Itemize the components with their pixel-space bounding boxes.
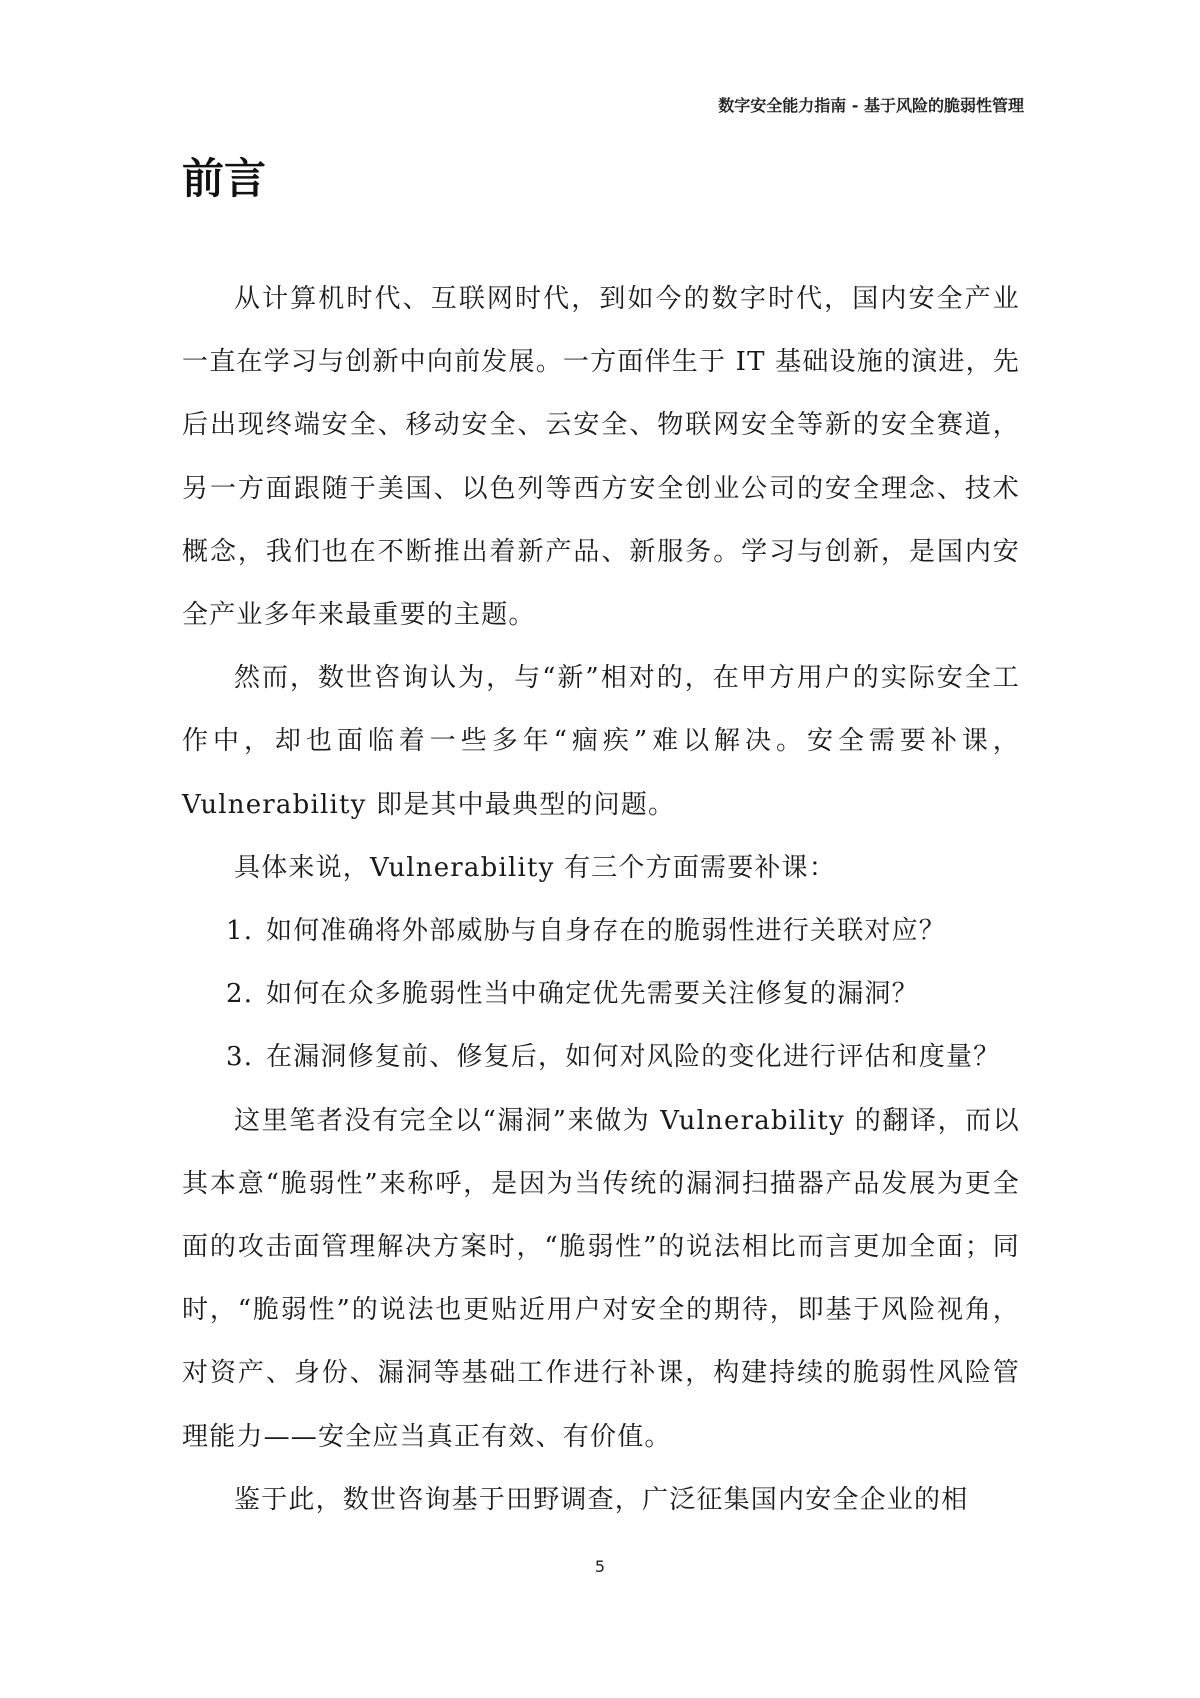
running-header: 数字安全能力指南 - 基于风险的脆弱性管理: [718, 96, 1024, 115]
question-list: [182, 900, 1020, 1090]
paragraph-translation-note: 这里笔者没有完全以“漏洞”来做为 Vulnerability 的翻译，而以其本意“脆弱性”来称呼，是因为当传统的漏洞扫描器产品发展为更全面的攻击面管理解决方案时，“脆弱性”的说法相比而言更加全面；同时，“脆弱性”的说法也更贴近用户对安全的期待，即基于风险视角，对资产、身份、漏洞等基础工作进行补课，构建持续的脆弱性风险管理能力——安全应当真正有效、有价值。: [182, 1105, 1020, 1452]
list-item-number: 1.: [226, 916, 254, 947]
list-item: [182, 900, 1020, 963]
list-item: [182, 963, 1020, 1026]
paragraph-intro: 从计算机时代、互联网时代，到如今的数字时代，国内安全产业一直在学习与创新中向前发展。一方面伴生于 IT 基础设施的演进，先后出现终端安全、移动安全、云安全、物联网安全等新的安全赛道，另一方面跟随于美国、以色列等西方安全创业公司的安全理念、技术概念，我们也在不断推出着新产品、新服务。学习与创新，是国内安全产业多年来最重要的主题。: [182, 284, 1020, 631]
list-item-number: 3.: [226, 1042, 254, 1073]
list-item: [182, 1026, 1020, 1089]
page-number: 5: [594, 1557, 606, 1576]
list-item-text: 在漏洞修复前、修复后，如何对风险的变化进行评估和度量？: [266, 1042, 1001, 1073]
page-title: 前言: [182, 154, 267, 203]
body-text: [182, 268, 1020, 1532]
list-item-number: 2.: [226, 979, 254, 1010]
paragraph-in-view-of: 鉴于此，数世咨询基于田野调查，广泛征集国内安全企业的相: [234, 1484, 969, 1515]
paragraph-however: 然而，数世咨询认为，与“新”相对的，在甲方用户的实际安全工作中，却也面临着一些多年“痼疾”难以解决。安全需要补课，Vulnerability 即是其中最典型的问题。: [182, 663, 1020, 820]
paragraph-specifically: 具体来说，Vulnerability 有三个方面需要补课：: [234, 852, 837, 883]
list-item-text: 如何在众多脆弱性当中确定优先需要关注修复的漏洞？: [266, 979, 919, 1010]
list-item-text: 如何准确将外部威胁与自身存在的脆弱性进行关联对应？: [266, 916, 947, 947]
